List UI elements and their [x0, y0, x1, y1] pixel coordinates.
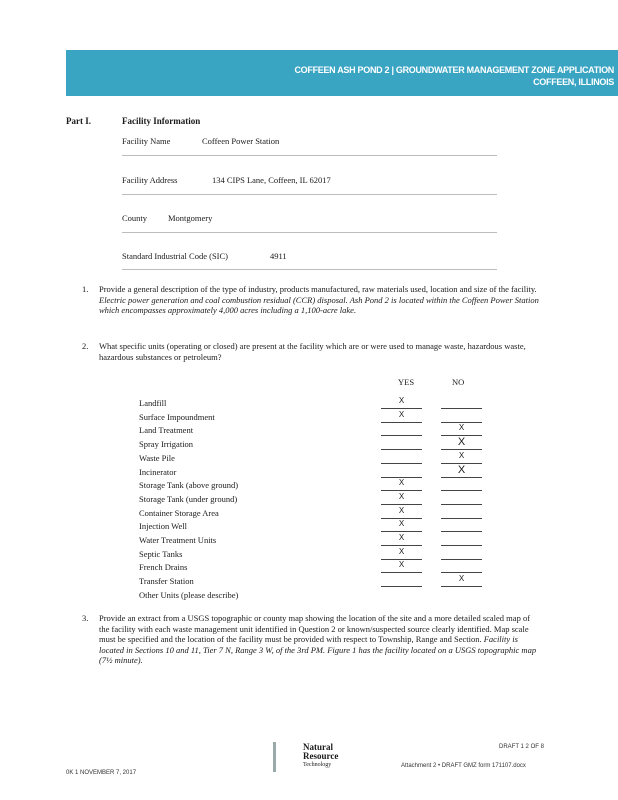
header-band	[66, 50, 618, 96]
unit-row-label: Waste Pile	[139, 452, 175, 463]
unit-yes-cell[interactable]: X	[381, 546, 422, 560]
part-title: Facility Information	[122, 116, 201, 126]
unit-yes-cell[interactable]	[381, 436, 422, 450]
question-2-number: 2.	[82, 341, 89, 351]
question-3-answer: Facility is located in Sections 10 and 11, Tier 7 N, Range 3 W, of the 3rd PM. Figure 1 has the facility located on a USGS topographic map (7½ minute).	[99, 634, 537, 665]
unit-no-cell[interactable]	[441, 532, 482, 546]
unit-yes-cell[interactable]: X	[381, 409, 422, 423]
unit-no-cell[interactable]: X	[441, 573, 482, 587]
question-1-answer: Electric power generation and coal combustion residual (CCR) disposal. Ash Pond 2 is located within the Coffeen Power Station which encompasses approximately 4,000 acres including a 1,100-acre lake.	[99, 294, 539, 315]
unit-row-label: Land Treatment	[139, 425, 194, 436]
unit-row-label: Transfer Station	[139, 576, 194, 587]
unit-no-cell[interactable]	[441, 409, 482, 423]
facility-name-value: Coffeen Power Station	[202, 136, 280, 146]
unit-no-cell[interactable]	[441, 559, 482, 573]
part-number: Part I.	[66, 116, 91, 126]
sic-label: Standard Industrial Code (SIC)	[122, 251, 228, 261]
unit-no-cell[interactable]	[441, 491, 482, 505]
unit-yes-cell[interactable]: X	[381, 395, 422, 409]
unit-yes-cell[interactable]	[381, 450, 422, 464]
county-label: County	[122, 213, 148, 223]
logo-line-3: Technology	[303, 762, 332, 768]
facility-address-value: 134 CIPS Lane, Coffeen, IL 62017	[212, 175, 331, 185]
footer-attachment: Attachment 2 • DRAFT GMZ form 171107.docx	[401, 763, 526, 769]
unit-row-label: Storage Tank (under ground)	[139, 493, 238, 504]
unit-no-cell[interactable]	[441, 395, 482, 409]
question-1-text: Provide a general description of the type of industry, products manufactured, raw materials used, location and size of the facility.	[99, 284, 537, 294]
question-1-number: 1.	[82, 284, 89, 294]
unit-yes-cell[interactable]: X	[381, 477, 422, 491]
sic-value: 4911	[270, 251, 287, 261]
unit-yes-cell[interactable]	[381, 573, 422, 587]
unit-no-cell[interactable]: X	[441, 436, 482, 450]
question-3-text: Provide an extract from a USGS topographic or county map showing the location of the site and a more detailed scaled map of the facility with each waste management unit identified in Question 2 or known/suspected source clearly identified. Map scale must be specified and the location of the facility must be provided with respect to Township, Range and Section.	[99, 613, 531, 644]
unit-row-label: Other Units (please describe)	[139, 589, 239, 600]
unit-row-label: Surface Impoundment	[139, 411, 215, 422]
facility-address-underline	[122, 194, 497, 195]
unit-yes-cell[interactable]: X	[381, 491, 422, 505]
unit-row-label: Water Treatment Units	[139, 535, 217, 545]
unit-yes-cell[interactable]	[381, 464, 422, 478]
logo-line-1: Natural	[303, 742, 333, 752]
header-location: COFFEEN, ILLINOIS	[533, 77, 614, 87]
question-3-number: 3.	[82, 613, 89, 623]
question-1	[82, 284, 542, 316]
unit-yes-cell[interactable]: X	[381, 559, 422, 573]
footer-date: 0K 1 NOVEMBER 7, 2017	[66, 770, 137, 776]
facility-address-label: Facility Address	[122, 175, 178, 185]
unit-row-label: Injection Well	[139, 521, 188, 532]
company-logo	[273, 742, 343, 776]
unit-row-label: Container Storage Area	[139, 507, 219, 518]
unit-row-label: Storage Tank (above ground)	[139, 480, 239, 491]
unit-yes-cell[interactable]: X	[381, 532, 422, 546]
unit-no-cell[interactable]: X	[441, 450, 482, 464]
header-title: COFFEEN ASH POND 2 | GROUNDWATER MANAGEMENT ZONE APPLICATION	[294, 65, 614, 75]
unit-row-label: Incinerator	[139, 466, 177, 477]
unit-row-label: Landfill	[139, 398, 167, 408]
question-2	[82, 341, 542, 362]
facility-name-underline	[122, 155, 497, 156]
unit-no-cell[interactable]	[441, 505, 482, 519]
sic-underline	[122, 269, 497, 270]
unit-no-cell[interactable]: X	[441, 464, 482, 478]
logo-mark-icon	[273, 742, 276, 772]
unit-yes-cell[interactable]	[381, 422, 422, 436]
unit-no-cell[interactable]	[441, 477, 482, 491]
unit-yes-cell[interactable]: X	[381, 505, 422, 519]
column-yes: YES	[398, 377, 415, 387]
unit-no-cell[interactable]	[441, 546, 482, 560]
question-3	[82, 613, 542, 666]
unit-row-label: French Drains	[139, 562, 188, 573]
unit-yes-cell[interactable]: X	[381, 518, 422, 532]
unit-no-cell[interactable]: X	[441, 422, 482, 436]
question-2-text: What specific units (operating or closed) are present at the facility which are or were used to manage waste, hazardous waste, hazardous substances or petroleum?	[99, 341, 526, 362]
logo-line-2: Resource	[303, 751, 339, 761]
unit-row-label: Spray Irrigation	[139, 439, 194, 450]
county-value: Montgomery	[168, 213, 213, 223]
facility-name-label: Facility Name	[122, 136, 171, 146]
county-underline	[122, 232, 497, 233]
unit-row-label: Septic Tanks	[139, 548, 183, 559]
column-no: NO	[452, 377, 465, 387]
footer-page: DRAFT 1 2 OF 8	[499, 744, 544, 750]
unit-no-cell[interactable]	[441, 518, 482, 532]
